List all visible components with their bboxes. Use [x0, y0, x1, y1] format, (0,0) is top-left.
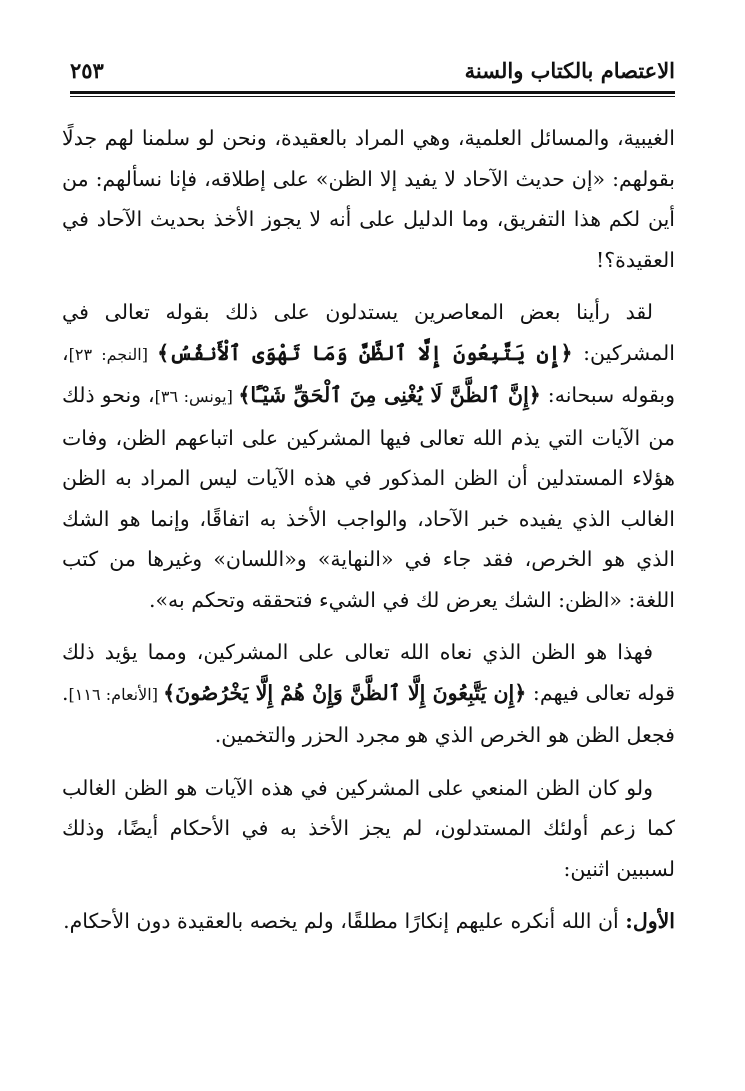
citation-najm: [النجم: ٢٣]: [68, 344, 158, 364]
body-text: [62, 118, 675, 954]
p5-text: أن الله أنكره عليهم إنكارًا مطلقًا، ولم يخصه بالعقيدة دون الأحكام.: [63, 909, 626, 933]
quran-verse-anam: ﴿إِن يَتَّبِعُونَ إِلَّا ٱلظَّنَّ وَإِنْ هُمْ إِلَّا يَخْرُصُونَ﴾: [163, 680, 527, 705]
paragraph-1: الغيبية، والمسائل العلمية، وهي المراد بالعقيدة، ونحن لو سلمنا لهم جدلًا بقولهم: «إن حديث الآحاد لا يفيد إلا الظن» على إطلاقه، فإنا نسألهم: من أين لكم هذا التفريق، وما الدليل على أنه لا يجوز الأخذ بحديث الآحاد في العقيدة؟!: [62, 126, 675, 272]
page-number: ٢٥٣: [70, 58, 104, 83]
paragraph-4: ولو كان الظن المنعي على المشركين في هذه الآيات هو الظن الغالب كما زعم أولئك المستدلون، لم يجز الأخذ به في الأحكام أيضًا، وذلك لسببين اثنين:: [62, 775, 675, 881]
citation-anam: [الأنعام: ١١٦]: [68, 684, 164, 704]
quran-verse-yunus: ﴿إِنَّ ٱلظَّنَّ لَا يُغْنِى مِنَ ٱلْحَقِّ شَيْـًٔا﴾: [238, 383, 541, 407]
p3-text-a: فهذا هو الظن الذي نعاه الله تعالى على المشركين، ومما يؤيد ذلك قوله تعالى فيهم:: [62, 640, 675, 705]
paragraph-3: [62, 632, 675, 756]
p2-text-c: ، ونحو ذلك من الآيات التي يذم الله تعالى فيها المشركين على اتباعهم الظن، وفات هؤلاء المستدلين أن الظن المذكور في هذه الآيات ليس المراد به الظن الغالب الذي يفيده خبر الآحاد، والواجب الأخذ به اتفاقًا، وإنما هو الشك الذي هو الخرص، فقد جاء في «النهاية» و«اللسان» وغيرها من كتب اللغة: «الظن: الشك يعرض لك في الشيء فتحققه وتحكم به».: [62, 383, 676, 612]
p3-text-b: . فجعل الظن هو الخرص الذي هو مجرد الحزر والتخمين.: [62, 680, 675, 747]
citation-yunus: [يونس: ٣٦]: [154, 387, 239, 406]
point-label-first: الأول:: [625, 909, 675, 933]
running-header: [70, 58, 675, 83]
header-rule-thin: [70, 96, 675, 97]
header-title: الاعتصام بالكتاب والسنة: [464, 58, 675, 83]
paragraph-2: [62, 292, 675, 620]
quran-verse-najm: ﴿إِن يَتَّبِعُونَ إِلَّا ٱلظَّنَّ وَمَا تَهْوَى ٱلْأَنفُسُ﴾: [157, 340, 573, 365]
p2-text-b: ، وبقوله سبحانه:: [62, 340, 676, 407]
paragraph-5: [62, 901, 675, 942]
header-rule-thick: [70, 91, 675, 94]
p2-text-a: لقد رأينا بعض المعاصرين يستدلون على ذلك بقوله تعالى في المشركين:: [62, 300, 675, 365]
